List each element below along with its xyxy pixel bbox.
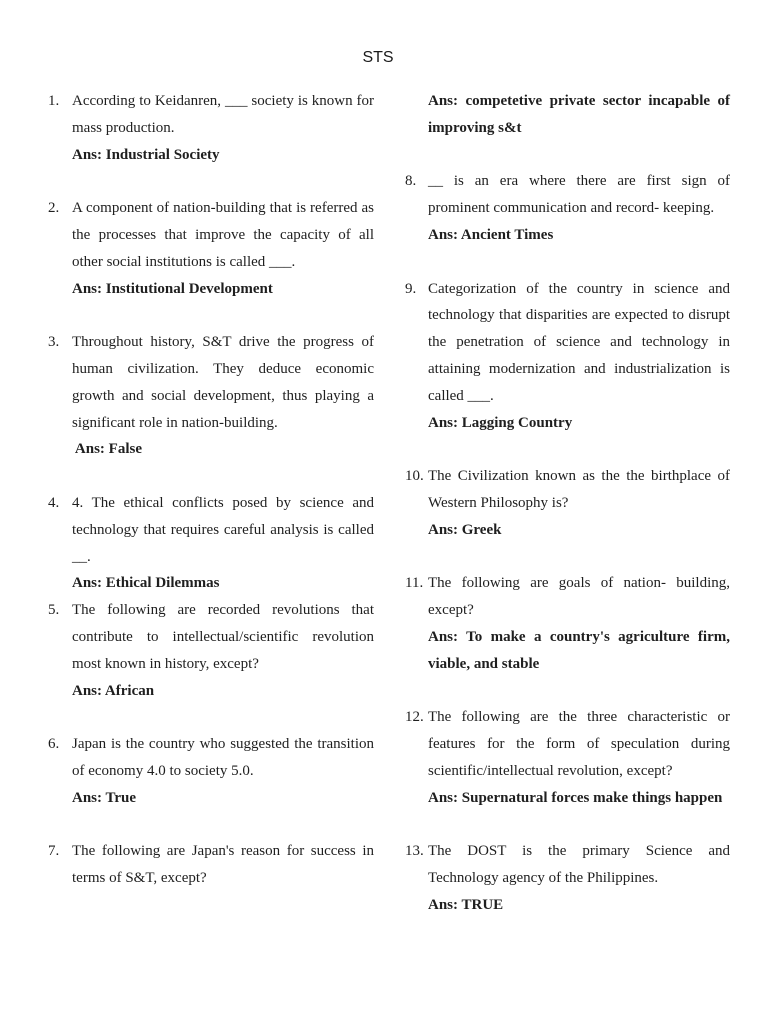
question-text: The following are Japan's reason for success in terms of S&T, except? bbox=[72, 843, 374, 887]
question-text: __ is an era where there are first sign of prominent communication and record- keeping. bbox=[428, 173, 730, 217]
question-text: The following are goals of nation- building, except? bbox=[428, 575, 730, 619]
question-text: 4. The ethical conflicts posed by science and technology that requires careful analysis is called __. bbox=[72, 494, 374, 565]
answer-text: Ans: Industrial Society bbox=[72, 146, 220, 163]
question-item bbox=[405, 168, 730, 248]
question-number: 5. bbox=[48, 602, 60, 619]
question-text: According to Keidanren, ___ society is known for mass production. bbox=[72, 93, 374, 136]
answer-text: Ans: Lagging Country bbox=[428, 414, 573, 431]
question-item bbox=[48, 597, 374, 704]
question-item bbox=[48, 838, 374, 892]
question-text: Throughout history, S&T drive the progress of human civilization. They deduce economic growth and social development, thus playing a significant role in nation-building. bbox=[72, 334, 374, 431]
answer-text: Ans: Ethical Dilemmas bbox=[72, 575, 220, 592]
question-number: 7. bbox=[48, 843, 60, 860]
question-text: A component of nation-building that is referred as the processes that improve the capacity of all other social institutions is called ___. bbox=[72, 200, 374, 270]
question-number: 9. bbox=[405, 280, 417, 297]
page-title: STS bbox=[362, 49, 394, 66]
question-item bbox=[405, 276, 730, 437]
question-text: Categorization of the country in science and technology that disparities are expected to disrupt the penetration of science and technology in attaining modernization and industrialization is called ___. bbox=[428, 280, 730, 404]
right-column bbox=[405, 88, 730, 919]
answer-text: Ans: False bbox=[72, 441, 143, 458]
left-column bbox=[48, 88, 374, 892]
question-text: The following are recorded revolutions that contribute to intellectual/scientific revolution most known in history, except? bbox=[72, 602, 374, 672]
question-number: 13. bbox=[405, 843, 424, 860]
question-item-continued bbox=[428, 88, 730, 142]
question-number: 3. bbox=[48, 334, 60, 351]
question-item bbox=[405, 704, 730, 811]
question-item bbox=[405, 463, 730, 543]
question-text: The DOST is the primary Science and Technology agency of the Philippines. bbox=[428, 843, 730, 887]
question-number: 10. bbox=[405, 468, 424, 485]
question-item bbox=[48, 731, 374, 811]
question-text: The following are the three characteristic or features for the form of speculation during scientific/intellectual revolution, except? bbox=[428, 709, 730, 779]
question-item bbox=[405, 570, 730, 677]
answer-text: Ans: TRUE bbox=[428, 896, 504, 913]
answer-text: Ans: Institutional Development bbox=[72, 280, 273, 297]
question-number: 12. bbox=[405, 709, 424, 726]
question-number: 4. bbox=[48, 494, 60, 511]
question-number: 6. bbox=[48, 736, 60, 753]
question-number: 2. bbox=[48, 200, 60, 217]
question-item bbox=[48, 329, 374, 463]
answer-text: Ans: Greek bbox=[428, 521, 502, 538]
question-item bbox=[48, 490, 374, 597]
question-item bbox=[48, 88, 374, 168]
answer-text: Ans: Supernatural forces make things happen bbox=[428, 789, 723, 806]
question-text: Japan is the country who suggested the transition of economy 4.0 to society 5.0. bbox=[72, 736, 374, 779]
question-number: 11. bbox=[405, 575, 424, 592]
question-item bbox=[405, 838, 730, 918]
answer-text: Ans: Ancient Times bbox=[428, 226, 554, 243]
question-number: 1. bbox=[48, 93, 60, 109]
answer-text: Ans: African bbox=[72, 682, 155, 699]
answer-text: Ans: competetive private sector incapable of improving s&t bbox=[428, 93, 730, 136]
question-item bbox=[48, 195, 374, 302]
question-number: 8. bbox=[405, 173, 417, 190]
question-text: The Civilization known as the the birthplace of Western Philosophy is? bbox=[428, 468, 730, 511]
answer-text: Ans: To make a country's agriculture firm, viable, and stable bbox=[428, 628, 730, 672]
answer-text: Ans: True bbox=[72, 789, 137, 806]
